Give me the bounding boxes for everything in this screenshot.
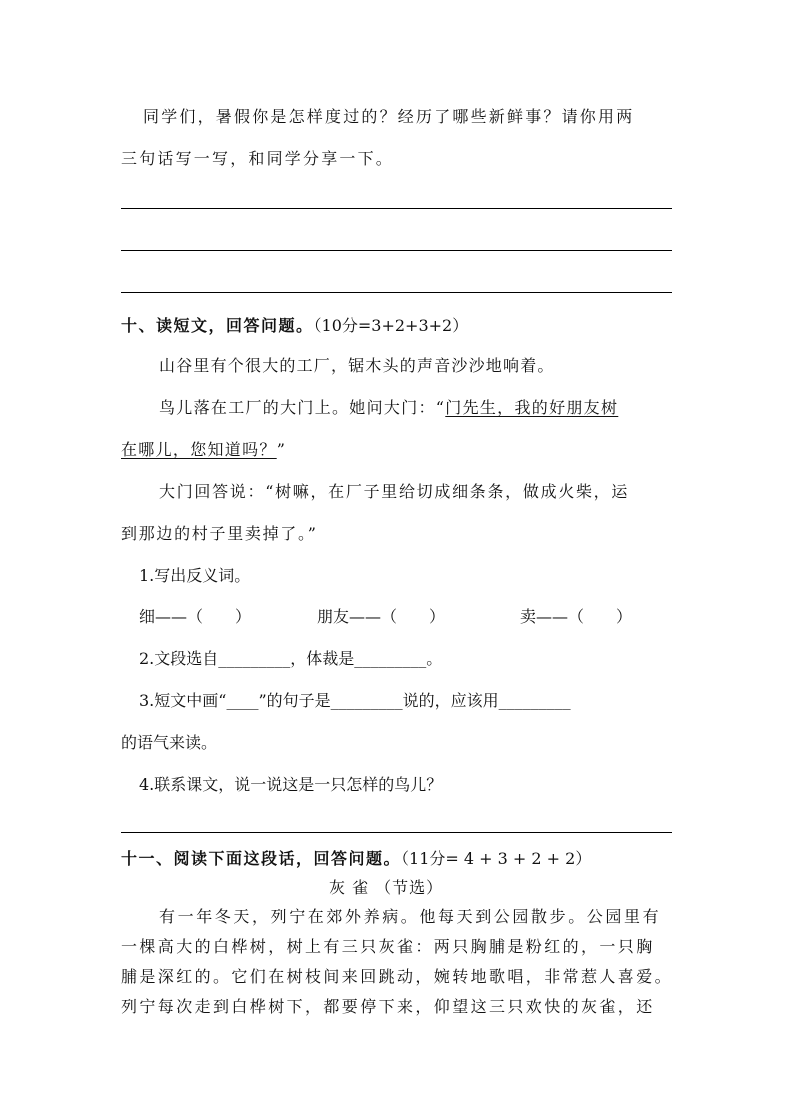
antonym-item-1[interactable]: 细——（ ） (139, 607, 252, 626)
answer-line-1[interactable] (121, 208, 672, 209)
passage-p2-start: 鸟儿落在工厂的大门上。她问大门：“ (159, 398, 446, 417)
section-10-title: 十、读短文，回答问题。 (121, 316, 314, 335)
question-3-line-2: 的语气来读。 (121, 733, 218, 752)
answer-line-3[interactable] (121, 292, 672, 293)
antonym-item-3[interactable]: 卖——（ ） (520, 607, 633, 626)
passage-paragraph-3-line-2: 到那边的村子里卖掉了。” (121, 524, 318, 543)
question-4: 4.联系课文，说一说这是一只怎样的鸟儿？ (139, 775, 443, 794)
question-1: 1.写出反义词。 (139, 566, 251, 585)
passage-paragraph-3-line-1: 大门回答说：“树嘛，在厂子里给切成细条条，做成火柴，运 (159, 482, 630, 501)
question-4-answer-line[interactable] (121, 832, 672, 833)
passage-line-3: 脯是深红的。它们在树枝间来回跳动，婉转地歌唱，非常惹人喜爱。 (121, 967, 674, 986)
antonym-item-2[interactable]: 朋友——（ ） (317, 607, 446, 626)
underlined-sentence-part-1: 门先生，我的好朋友树 (445, 398, 619, 417)
section-11-heading (121, 848, 591, 870)
passage-p2-end: ” (276, 440, 287, 459)
passage-paragraph-2-line-2 (121, 439, 286, 461)
intro-line-2: 三句话写一写，和同学分享一下。 (121, 149, 395, 168)
question-3-line-1: 3.短文中画“____”的句子是_________说的，应该用_________ (139, 691, 571, 710)
passage-title: 灰 雀 （节选） (329, 878, 444, 897)
section-10-heading (121, 315, 468, 337)
passage-paragraph-1: 山谷里有个很大的工厂，锯木头的声音沙沙地响着。 (159, 356, 555, 375)
question-2: 2.文段选自_________，体裁是_________。 (139, 649, 443, 668)
section-10-score: （10分=3+2+3+2） (313, 316, 469, 335)
passage-line-4: 列宁每次走到白桦树下，都要停下来，仰望这三只欢快的灰雀，还 (121, 997, 655, 1016)
passage-line-2: 一棵高大的白桦树，树上有三只灰雀：两只胸脯是粉红的，一只胸 (121, 937, 655, 956)
underlined-sentence-part-2: 在哪儿，您知道吗？ (121, 440, 277, 459)
intro-line-1: 同学们，暑假你是怎样度过的？经历了哪些新鲜事？请你用两 (143, 107, 635, 126)
answer-line-2[interactable] (121, 250, 672, 251)
section-11-score: （11分= 4 + 3 + 2 + 2） (401, 849, 592, 868)
passage-line-1: 有一年冬天，列宁在郊外养病。他每天到公园散步。公园里有 (159, 907, 662, 926)
passage-paragraph-2-line-1 (159, 397, 618, 419)
section-11-title: 十一、阅读下面这段话，回答问题。 (121, 849, 402, 868)
